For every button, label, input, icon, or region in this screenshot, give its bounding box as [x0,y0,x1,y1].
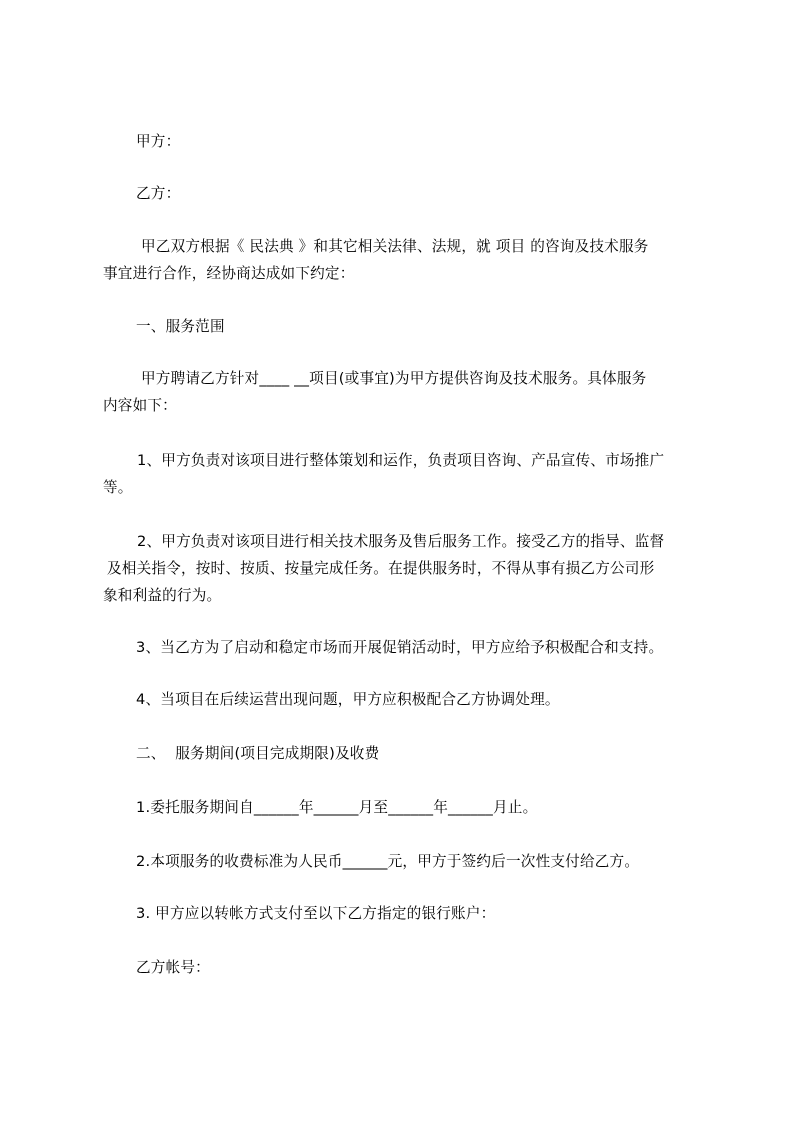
party-a-label: 甲方： [136,133,181,150]
intro-paragraph-line-1: 甲乙双方根据《 民法典 》和其它相关法律、法规，就 项目 的咨询及技术服务 [141,238,649,255]
item-4: 4、当项目在后续运营出现问题，甲方应积极配合乙方协调处理。 [136,691,560,708]
section-1-paragraph-line-2: 内容如下： [103,397,177,414]
section-1-title: 一、服务范围 [136,318,225,335]
item-3: 3、当乙方为了启动和稳定市场而开展促销活动时，甲方应给予积极配合和支持。 [136,639,664,656]
account-label: 乙方帐号： [136,959,210,976]
section-2-item-3: 3. 甲方应以转帐方式支付至以下乙方指定的银行账户： [136,905,496,922]
party-b-label: 乙方： [136,185,181,202]
item-1-line-2: 等。 [103,479,133,496]
section-1-paragraph-line-1: 甲方聘请乙方针对____ __项目(或事宜)为甲方提供咨询及技术服务。具体服务 [141,370,647,387]
section-2-item-2: 2.本项服务的收费标准为人民币______元，甲方于签约后一次性支付给乙方。 [136,853,640,870]
section-2-item-1: 1.委托服务期间自______年______月至______年______月止。 [136,799,538,816]
item-1-line-1: 1、甲方负责对该项目进行整体策划和运作，负责项目咨询、产品宣传、市场推广 [137,452,665,469]
item-2-line-3: 象和利益的行为。 [103,587,222,604]
item-2-line-1: 2、甲方负责对该项目进行相关技术服务及售后服务工作。接受乙方的指导、监督 [137,533,665,550]
section-2-title: 二、 服务期间(项目完成期限)及收费 [136,745,380,762]
intro-paragraph-line-2: 事宜进行合作，经协商达成如下约定： [103,265,355,282]
item-2-line-2: 及相关指令，按时、按质、按量完成任务。在提供服务时，不得从事有损乙方公司形 [107,560,655,577]
